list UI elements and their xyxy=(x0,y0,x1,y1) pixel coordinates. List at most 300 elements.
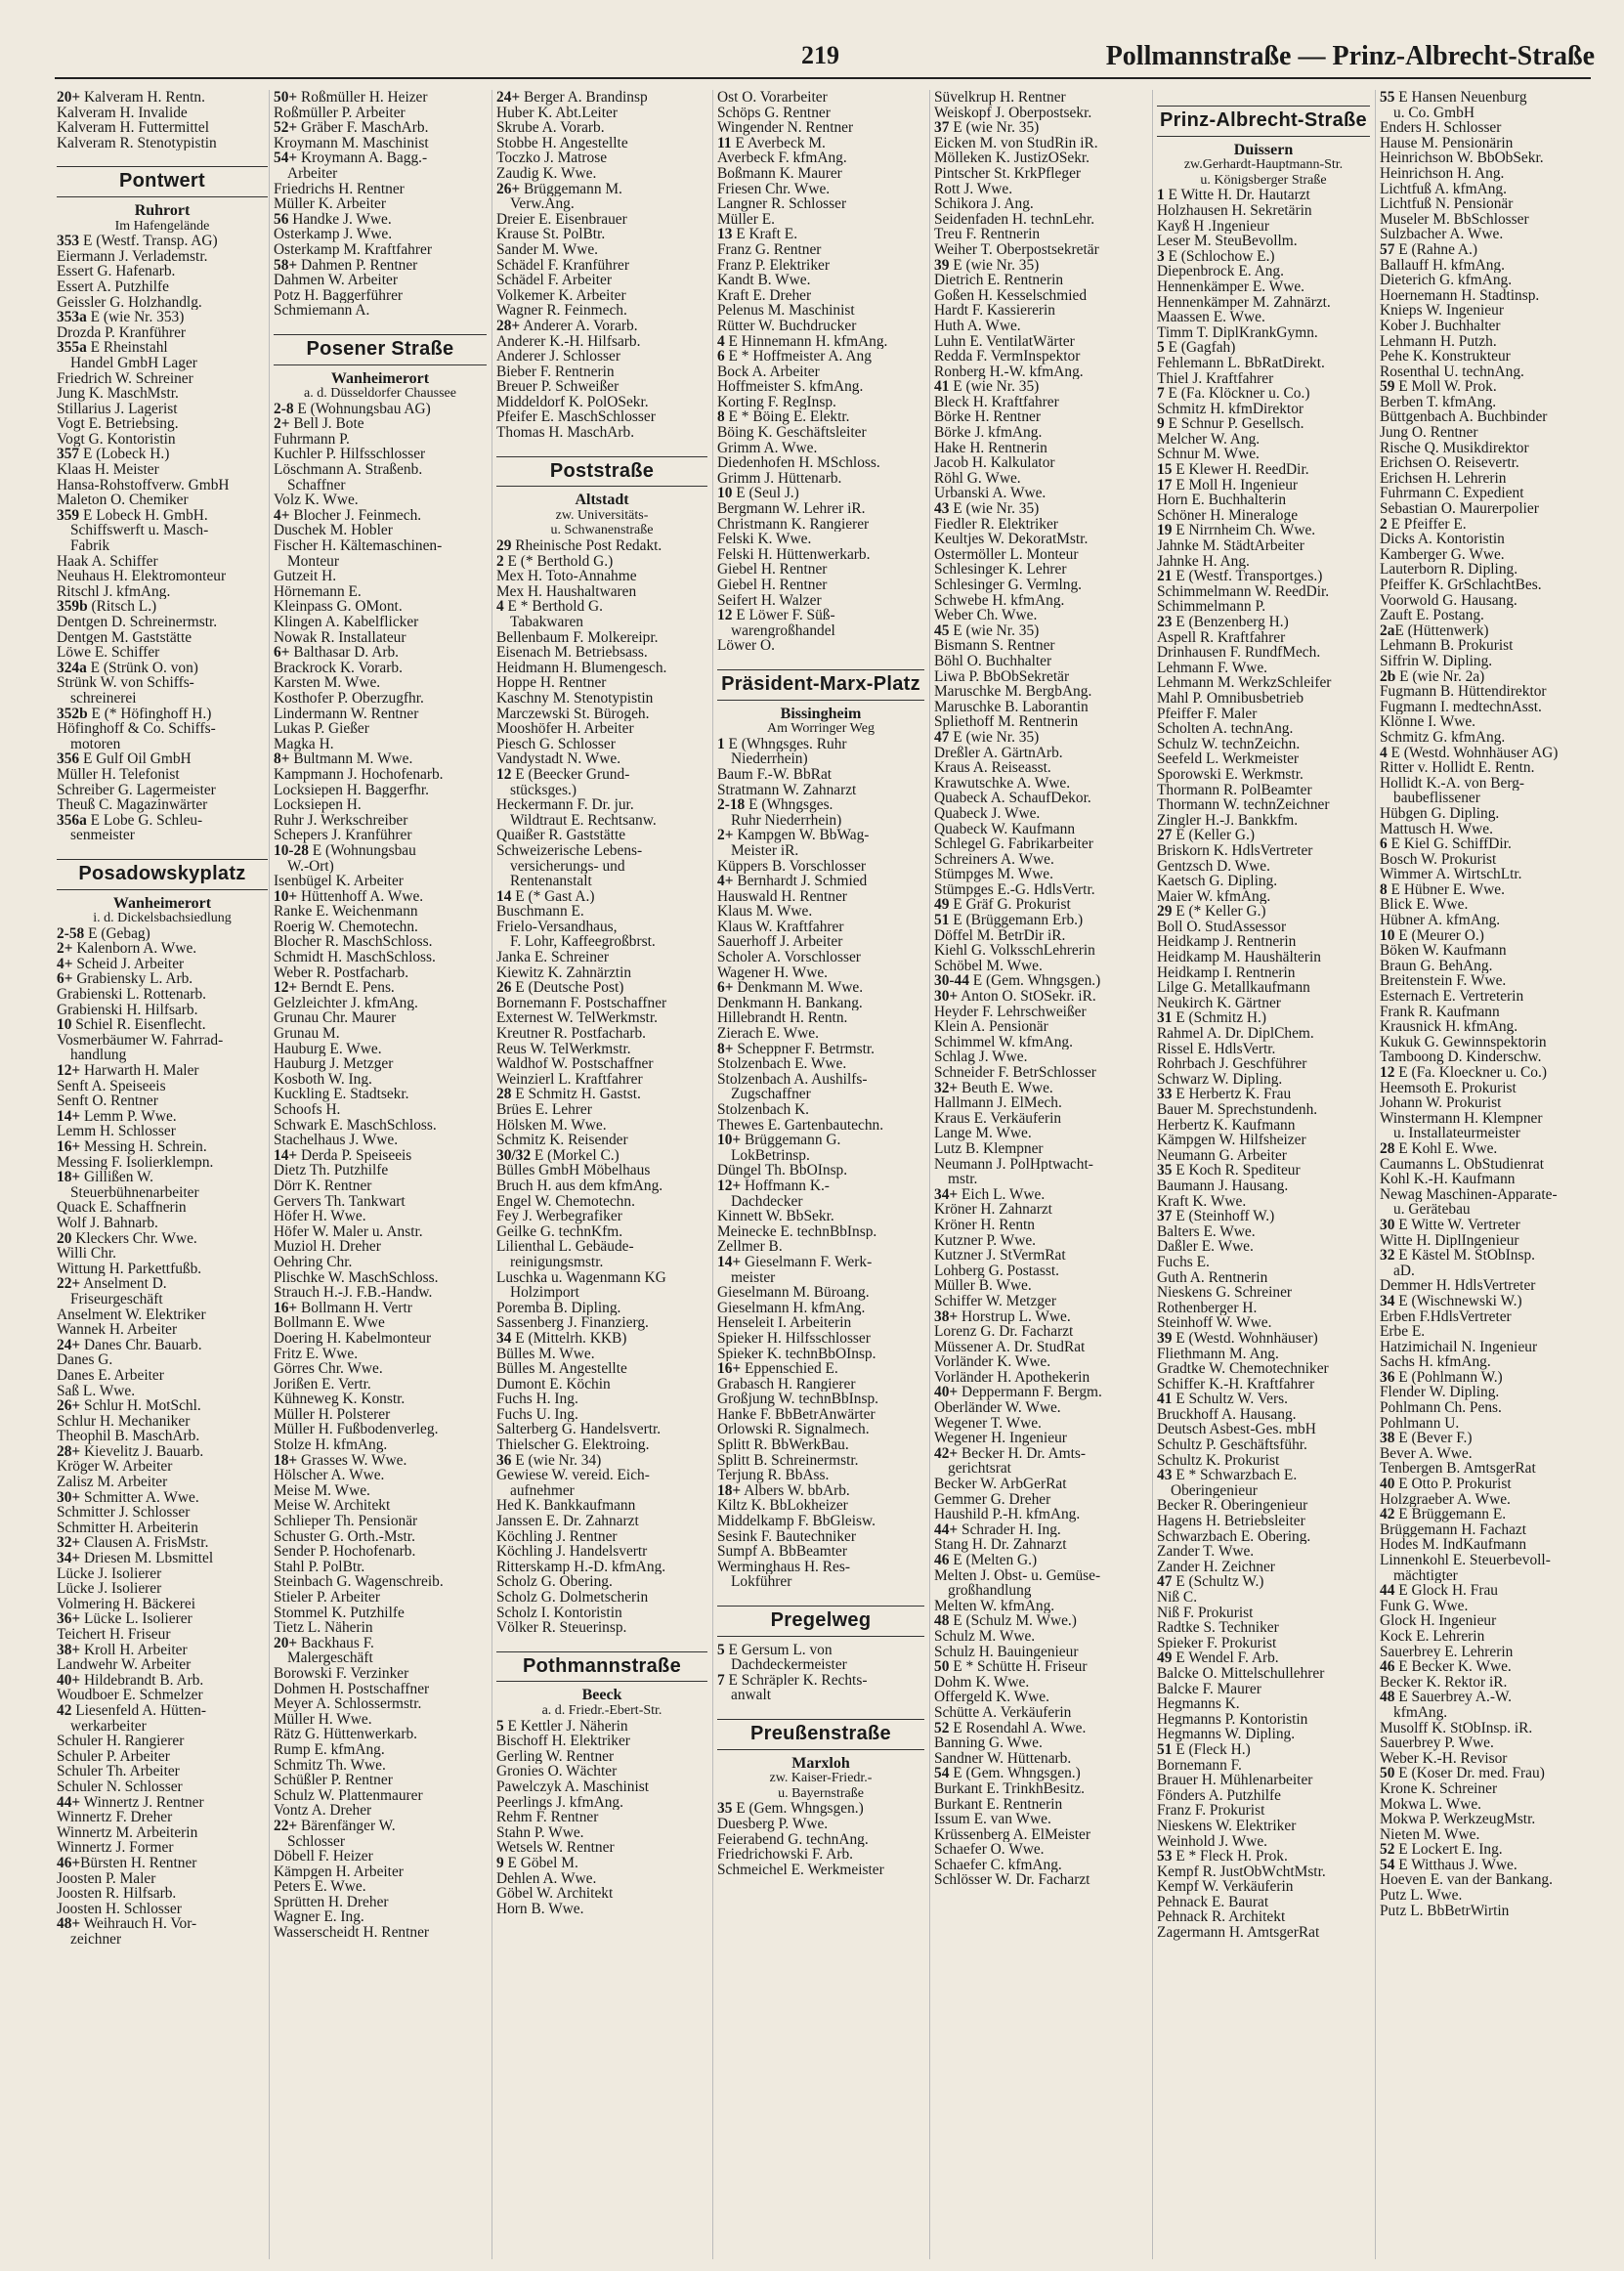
directory-entry xyxy=(57,1017,268,1033)
directory-entry xyxy=(274,227,487,242)
house-number: 43 xyxy=(934,501,950,517)
resident-text: Lukas P. Gießer xyxy=(274,721,369,737)
directory-entry xyxy=(1157,1331,1370,1347)
house-number: 12+ xyxy=(57,1063,81,1079)
house-number: 18+ xyxy=(57,1170,81,1185)
directory-entry xyxy=(274,691,487,707)
resident-text: Locksiepen H. Baggerfhr. xyxy=(274,782,429,798)
directory-entry xyxy=(274,120,487,136)
directory-entry xyxy=(1157,615,1370,630)
house-number: 359 xyxy=(57,507,80,524)
directory-entry xyxy=(57,987,268,1003)
resident-text: E Sauerbrey A.-W. xyxy=(1394,1690,1512,1705)
directory-entry xyxy=(1157,1407,1370,1423)
resident-text: Krüssenberg A. ElMeister xyxy=(934,1826,1091,1843)
directory-entry xyxy=(274,258,487,274)
resident-text: Volz K. Wwe. xyxy=(274,493,359,508)
directory-entry xyxy=(57,1505,268,1521)
resident-text: E Hinnemann H. kfmAng. xyxy=(724,333,888,350)
house-number: 14+ xyxy=(274,1147,298,1164)
resident-text: Schultz P. Geschäftsführ. xyxy=(1157,1437,1307,1453)
directory-entry xyxy=(57,264,268,279)
resident-text: Pehnack E. Baurat xyxy=(1157,1894,1269,1910)
resident-text: Peerlings J. kfmAng. xyxy=(496,1794,623,1811)
directory-entry xyxy=(717,441,924,456)
directory-entry xyxy=(934,1797,1147,1813)
resident-text: Ranke E. Weichenmann xyxy=(274,904,418,920)
resident-text: Löwe E. Schiffer xyxy=(57,645,160,661)
house-number: 40+ xyxy=(57,1672,81,1689)
resident-text: mächtigter xyxy=(1393,1567,1458,1584)
resident-text: Vogt E. Betriebsing. xyxy=(57,416,179,432)
resident-text: Frank R. Kaufmann xyxy=(1380,1004,1500,1020)
resident-text: E (Steinhoff W.) xyxy=(1172,1209,1275,1224)
resident-text: Pelenus M. Maschinist xyxy=(717,303,855,319)
directory-entry xyxy=(57,1322,268,1338)
directory-entry xyxy=(717,1133,924,1148)
resident-text: Doering H. Kabelmonteur xyxy=(274,1330,432,1347)
entry-continuation xyxy=(496,859,707,875)
house-number: 54+ xyxy=(274,150,298,166)
resident-text: Winnertz F. Dreher xyxy=(57,1810,173,1825)
directory-entry xyxy=(1157,1194,1370,1210)
directory-entry xyxy=(717,1010,924,1026)
resident-text: Fugmann I. medtechnAsst. xyxy=(1380,699,1542,715)
resident-text: Strauch H.-J. F.B.-Handw. xyxy=(274,1285,433,1301)
directory-entry xyxy=(1157,554,1370,570)
directory-entry xyxy=(496,751,707,767)
directory-entry xyxy=(496,1544,707,1560)
directory-entry xyxy=(274,1483,487,1499)
resident-text: Fuchs E. xyxy=(1157,1254,1210,1270)
resident-text: Zugschaffner xyxy=(731,1087,811,1102)
directory-entry xyxy=(274,920,487,935)
directory-entry xyxy=(57,957,268,972)
house-number: 6 xyxy=(717,349,725,364)
resident-text: Borowski F. Verzinker xyxy=(274,1665,409,1682)
resident-text: Maleton O. Chemiker xyxy=(57,493,189,508)
resident-text: Funk G. Wwe. xyxy=(1380,1598,1469,1614)
resident-text: Krawutschke A. Wwe. xyxy=(934,775,1071,792)
house-number: 56 xyxy=(274,211,289,228)
directory-entry xyxy=(496,691,707,707)
directory-entry xyxy=(934,106,1147,121)
directory-entry xyxy=(717,258,924,274)
resident-text: E Schultz W. Vers. xyxy=(1172,1392,1288,1407)
resident-text: Quaißer R. Gaststätte xyxy=(496,828,626,843)
resident-text: Friseurgeschäft xyxy=(70,1291,163,1307)
house-number: 4+ xyxy=(57,956,73,972)
directory-entry xyxy=(496,1315,707,1331)
directory-entry xyxy=(496,1270,707,1286)
resident-text: E Kiel G. SchiffDir. xyxy=(1387,836,1512,852)
directory-entry xyxy=(274,828,487,843)
resident-text: Orlowski R. Signalmech. xyxy=(717,1422,870,1438)
directory-entry xyxy=(57,1856,268,1871)
resident-text: Steinhoff W. Wwe. xyxy=(1157,1315,1272,1331)
house-number: 35 xyxy=(1157,1163,1173,1178)
resident-text: Middelkamp F. BbGleisw. xyxy=(717,1514,876,1529)
resident-text: Pohlmann U. xyxy=(1380,1415,1460,1432)
resident-text: Seefeld L. Werkmeister xyxy=(1157,751,1300,767)
directory-entry xyxy=(496,1529,707,1545)
directory-entry xyxy=(934,562,1147,578)
directory-entry xyxy=(57,1170,268,1185)
directory-entry xyxy=(934,1035,1147,1050)
house-number: 24+ xyxy=(57,1337,81,1353)
directory-entry xyxy=(934,1827,1147,1843)
directory-entry xyxy=(1380,1233,1595,1249)
resident-text: Stolzenbach A. Aushilfs- xyxy=(717,1071,868,1088)
entry-continuation xyxy=(274,554,487,570)
resident-text: Lehmann M. WerkzSchleifer xyxy=(1157,675,1332,691)
directory-entry xyxy=(717,319,924,334)
resident-text: Kalveram H. Rentn. xyxy=(80,90,205,106)
resident-text: Müller H. Wwe. xyxy=(274,1711,372,1728)
resident-text: Döbell F. Heizer xyxy=(274,1849,373,1864)
directory-entry xyxy=(274,1560,487,1575)
directory-entry xyxy=(1380,1797,1595,1813)
directory-entry xyxy=(934,1385,1147,1400)
resident-text: Jacob H. Kalkulator xyxy=(934,455,1055,471)
directory-entry xyxy=(496,212,707,228)
directory-entry xyxy=(274,904,487,920)
directory-entry xyxy=(274,1682,487,1697)
resident-text: Ruhr Niederrhein) xyxy=(731,812,842,829)
directory-entry xyxy=(934,746,1147,761)
directory-entry xyxy=(1157,737,1370,752)
house-number: 36 xyxy=(496,1452,512,1469)
directory-entry xyxy=(717,166,924,182)
entry-continuation xyxy=(496,874,707,889)
directory-entry xyxy=(934,455,1147,471)
entry-continuation xyxy=(57,1719,268,1735)
resident-text: Thielscher G. Elektroing. xyxy=(496,1437,650,1453)
directory-entry xyxy=(1380,836,1595,852)
resident-text: Weinhold J. Wwe. xyxy=(1157,1833,1268,1850)
resident-text: E (Lobeck H.) xyxy=(79,447,170,463)
resident-text: Zaudig K. Wwe. xyxy=(496,165,597,182)
street-location-note: Am Worringer Weg xyxy=(767,721,875,737)
house-number: 49 xyxy=(1157,1650,1173,1666)
directory-entry xyxy=(274,1163,487,1178)
directory-entry xyxy=(717,364,924,380)
resident-text: Seifert H. Walzer xyxy=(717,592,822,609)
directory-entry xyxy=(57,1262,268,1277)
resident-text: E Otto P. Prokurist xyxy=(1394,1477,1512,1492)
directory-entry xyxy=(57,325,268,341)
directory-entry xyxy=(57,599,268,615)
resident-text: Quabeck A. SchaufDekor. xyxy=(934,791,1091,806)
resident-text: Rütter W. Buchdrucker xyxy=(717,318,857,334)
directory-entry xyxy=(274,707,487,722)
resident-text: Dahmen W. Arbeiter xyxy=(274,273,398,288)
directory-entry xyxy=(934,409,1147,425)
directory-entry xyxy=(274,721,487,737)
house-number: 4 xyxy=(1380,745,1388,761)
directory-entry xyxy=(717,455,924,471)
resident-text: Lehmann F. Wwe. xyxy=(1157,660,1268,676)
resident-text: Hoffmann K.- xyxy=(741,1178,830,1194)
resident-text: E (Schultz W.) xyxy=(1172,1574,1264,1590)
directory-entry xyxy=(496,1825,707,1841)
directory-entry xyxy=(1380,700,1595,715)
directory-entry xyxy=(717,242,924,258)
resident-text: Schwarz W. Dipling. xyxy=(1157,1071,1283,1088)
resident-text: W.-Ort) xyxy=(287,858,334,875)
directory-entry xyxy=(1380,1172,1595,1187)
directory-entry xyxy=(1157,1209,1370,1224)
directory-entry xyxy=(274,843,487,859)
resident-text: Klingen A. Kabelflicker xyxy=(274,615,419,630)
resident-text: Horn B. Wwe. xyxy=(496,1901,584,1917)
house-number: 12 xyxy=(496,766,512,783)
resident-text: E Hübner E. Wwe. xyxy=(1387,881,1505,898)
resident-text: E Göbel M. xyxy=(503,1855,578,1871)
resident-text: Ronberg H.-W. kfmAng. xyxy=(934,364,1084,380)
resident-text: E (Pohlmann W.) xyxy=(1394,1369,1503,1386)
resident-text: Banning G. Wwe. xyxy=(934,1735,1043,1751)
directory-entry xyxy=(1380,1111,1595,1127)
resident-text: Weiskopf J. Oberpostsekr. xyxy=(934,105,1092,121)
resident-text: Dietrich E. Rentnerin xyxy=(934,273,1064,288)
directory-entry xyxy=(57,1688,268,1703)
house-number: 6+ xyxy=(274,645,290,661)
directory-entry xyxy=(1380,1446,1595,1462)
resident-text: Weber Ch. Wwe. xyxy=(934,608,1038,623)
directory-entry xyxy=(57,447,268,462)
directory-entry xyxy=(57,1597,268,1612)
resident-text: Gewiese W. vereid. Eich- xyxy=(496,1468,650,1483)
directory-entry xyxy=(496,1133,707,1148)
entry-continuation xyxy=(57,523,268,538)
resident-text: Danes E. Arbeiter xyxy=(57,1367,164,1384)
directory-entry xyxy=(934,1309,1147,1325)
directory-entry xyxy=(934,1812,1147,1827)
directory-entry xyxy=(57,249,268,265)
directory-entry xyxy=(1157,1133,1370,1148)
house-number: 26 xyxy=(496,980,512,996)
directory-entry xyxy=(717,196,924,212)
resident-text: Nieskens G. Schreiner xyxy=(1157,1285,1293,1301)
resident-text: Fiedler R. Elektriker xyxy=(934,516,1058,533)
directory-entry xyxy=(1157,1498,1370,1514)
directory-entry xyxy=(717,288,924,304)
directory-entry xyxy=(57,1795,268,1811)
directory-entry xyxy=(1157,859,1370,875)
directory-entry xyxy=(717,965,924,981)
resident-text: Schuler H. Rangierer xyxy=(57,1734,185,1749)
district-name: Duissern xyxy=(1233,141,1294,158)
district-name: Bissingheim xyxy=(780,705,862,722)
directory-entry xyxy=(717,547,924,563)
resident-text: Schimmelmann P. xyxy=(1157,599,1266,615)
directory-entry xyxy=(717,737,924,752)
resident-text: Huber K. Abt.Leiter xyxy=(496,105,618,121)
directory-entry xyxy=(274,1468,487,1483)
directory-entry xyxy=(274,1239,487,1255)
resident-text: Linnenkohl E. Steuerbevoll- xyxy=(1380,1553,1551,1568)
resident-text: Grabasch H. Rangierer xyxy=(717,1376,856,1393)
resident-text: E (Schmitz H.) xyxy=(1172,1010,1266,1027)
resident-text: Schlieper Th. Pensionär xyxy=(274,1514,418,1529)
resident-text: senmeister xyxy=(70,828,135,843)
directory-entry xyxy=(1157,402,1370,417)
resident-text: Poremba B. Dipling. xyxy=(496,1300,621,1316)
resident-text: E Witte W. Vertreter xyxy=(1394,1217,1520,1233)
directory-entry xyxy=(274,1347,487,1362)
resident-text: Stolzenbach K. xyxy=(717,1102,810,1118)
resident-text: Spieker K. technBbOInsp. xyxy=(717,1346,876,1362)
directory-entry xyxy=(1380,882,1595,898)
resident-text: E (Brüggemann Erb.) xyxy=(949,913,1084,928)
resident-text: Gieselmann F. Werk- xyxy=(741,1254,873,1270)
house-number: 6 xyxy=(1380,836,1388,852)
resident-text: Schädel F. Arbeiter xyxy=(496,273,613,288)
resident-text: Sandner W. Hüttenarb. xyxy=(934,1750,1072,1767)
directory-entry xyxy=(1380,1751,1595,1767)
directory-entry xyxy=(57,1079,268,1094)
resident-text: Janka E. Schreiner xyxy=(496,950,609,965)
directory-entry xyxy=(496,1407,707,1423)
directory-entry xyxy=(934,684,1147,700)
directory-entry xyxy=(934,1735,1147,1751)
resident-text: Oberingenieur xyxy=(1171,1482,1258,1499)
resident-text: Gräber F. MaschArb. xyxy=(297,120,429,136)
directory-entry xyxy=(274,1315,487,1331)
resident-text: Dahmen P. Rentner xyxy=(297,257,418,274)
resident-text: Sprütten H. Dreher xyxy=(274,1894,389,1910)
directory-entry xyxy=(57,645,268,661)
resident-text: Krausnick H. kfmAng. xyxy=(1380,1019,1518,1035)
resident-text: Clausen A. FrisMstr. xyxy=(80,1535,209,1552)
resident-text: Gelzleichter J. kfmAng. xyxy=(274,995,418,1011)
resident-text: Kroymann A. Bagg.- xyxy=(297,150,428,166)
house-number: 41 xyxy=(1157,1392,1173,1407)
resident-text: Harwarth H. Maler xyxy=(80,1063,199,1079)
directory-entry xyxy=(496,319,707,334)
resident-text: Schlur H. Mechaniker xyxy=(57,1413,191,1430)
directory-entry xyxy=(934,1233,1147,1249)
resident-text: E (Westf. Transp. AG) xyxy=(79,234,218,249)
directory-entry xyxy=(496,273,707,288)
directory-entry xyxy=(274,1544,487,1560)
resident-text: Ritterskamp H.-D. kfmAng. xyxy=(496,1559,666,1575)
directory-entry xyxy=(934,425,1147,441)
resident-text: E Schräpler K. Rechts- xyxy=(724,1672,868,1689)
resident-text: Brües E. Lehrer xyxy=(496,1102,592,1118)
directory-entry xyxy=(934,867,1147,882)
resident-text: E * Böing E. Elektr. xyxy=(724,409,850,426)
resident-text: Wittung H. Parkettfußb. xyxy=(57,1261,202,1277)
directory-entry xyxy=(1380,1187,1595,1203)
directory-entry xyxy=(1380,1385,1595,1400)
house-number: 353 xyxy=(57,234,80,249)
resident-text: Putz L. BbBetrWirtin xyxy=(1380,1903,1510,1919)
resident-text: Kämpgen W. Hilfsheizer xyxy=(1157,1133,1306,1148)
resident-text: E (Westf. Transportges.) xyxy=(1172,569,1323,584)
resident-text: Dachdecker xyxy=(731,1193,803,1210)
directory-entry xyxy=(1157,432,1370,448)
resident-text: Becker W. ArbGerRat xyxy=(934,1477,1067,1492)
directory-entry xyxy=(496,1574,707,1590)
directory-entry xyxy=(274,508,487,524)
directory-entry xyxy=(274,1102,487,1118)
resident-text: Averbeck F. kfmAng. xyxy=(717,150,847,166)
resident-text: Gradtke W. Chemotechniker xyxy=(1157,1361,1329,1377)
header-rule xyxy=(55,77,1591,79)
resident-text: Bollmann E. Wwe xyxy=(274,1315,385,1331)
resident-text: Scholz G. Dolmetscherin xyxy=(496,1590,649,1606)
resident-text: Denkmann H. Bankang. xyxy=(717,995,863,1011)
resident-text: Landwehr W. Arbeiter xyxy=(57,1657,192,1673)
directory-entry xyxy=(274,950,487,965)
resident-text: Fritz E. Wwe. xyxy=(274,1346,359,1362)
resident-text: E (Gagfah) xyxy=(1164,340,1236,356)
resident-text: Heyder F. Lehrschweißer xyxy=(934,1004,1087,1020)
resident-text: Werminghaus H. Res- xyxy=(717,1559,850,1575)
directory-entry xyxy=(274,1270,487,1286)
directory-entry xyxy=(1157,1392,1370,1407)
directory-entry xyxy=(1380,532,1595,547)
resident-text: Kamberger G. Wwe. xyxy=(1380,546,1505,563)
resident-text: Sebastian O. Maurerpolier xyxy=(1380,501,1539,517)
directory-entry xyxy=(1157,1682,1370,1697)
resident-text: Hennenkämper M. Zahnärzt. xyxy=(1157,294,1331,311)
resident-text: Schöner H. Mineraloge xyxy=(1157,507,1299,524)
resident-text: E Koch R. Spediteur xyxy=(1172,1163,1301,1178)
resident-text: Langner R. Schlosser xyxy=(717,196,847,212)
house-number: 50 xyxy=(1380,1766,1395,1781)
resident-text: Strünk W. von Schiffs- xyxy=(57,675,194,691)
directory-entry xyxy=(1157,630,1370,646)
entry-continuation xyxy=(496,934,707,950)
directory-entry xyxy=(274,645,487,661)
directory-entry xyxy=(934,1005,1147,1020)
directory-entry xyxy=(717,1560,924,1575)
resident-text: Weihrauch H. Vor- xyxy=(80,1916,197,1932)
directory-entry xyxy=(496,538,707,554)
directory-entry xyxy=(1380,212,1595,228)
directory-entry xyxy=(934,1721,1147,1736)
directory-entry xyxy=(1157,1879,1370,1895)
directory-entry xyxy=(496,1749,707,1765)
resident-text: Scheid J. Arbeiter xyxy=(72,956,185,972)
directory-entry xyxy=(1380,730,1595,746)
directory-entry xyxy=(717,212,924,228)
resident-text: Johann W. Prokurist xyxy=(1380,1095,1502,1111)
resident-text: Schmiemann A. xyxy=(274,303,370,319)
resident-text: Duschek M. Hobler xyxy=(274,523,393,539)
entry-continuation xyxy=(274,1834,487,1850)
house-number: 3 xyxy=(1157,248,1165,265)
directory-entry xyxy=(1380,913,1595,928)
directory-entry xyxy=(934,364,1147,380)
house-number: 28+ xyxy=(496,318,521,334)
resident-text: Röhl G. Wwe. xyxy=(934,470,1021,487)
directory-entry xyxy=(1157,325,1370,341)
resident-text: Hoffmeister S. kfmAng. xyxy=(717,379,864,395)
directory-entry xyxy=(717,1178,924,1194)
directory-entry xyxy=(717,996,924,1011)
directory-entry xyxy=(934,471,1147,487)
directory-entry xyxy=(496,106,707,121)
resident-text: Kayß H .Ingenieur xyxy=(1157,218,1269,235)
directory-entry xyxy=(1380,1035,1595,1050)
directory-entry xyxy=(274,273,487,288)
directory-entry xyxy=(57,1581,268,1597)
directory-entry xyxy=(1157,767,1370,783)
